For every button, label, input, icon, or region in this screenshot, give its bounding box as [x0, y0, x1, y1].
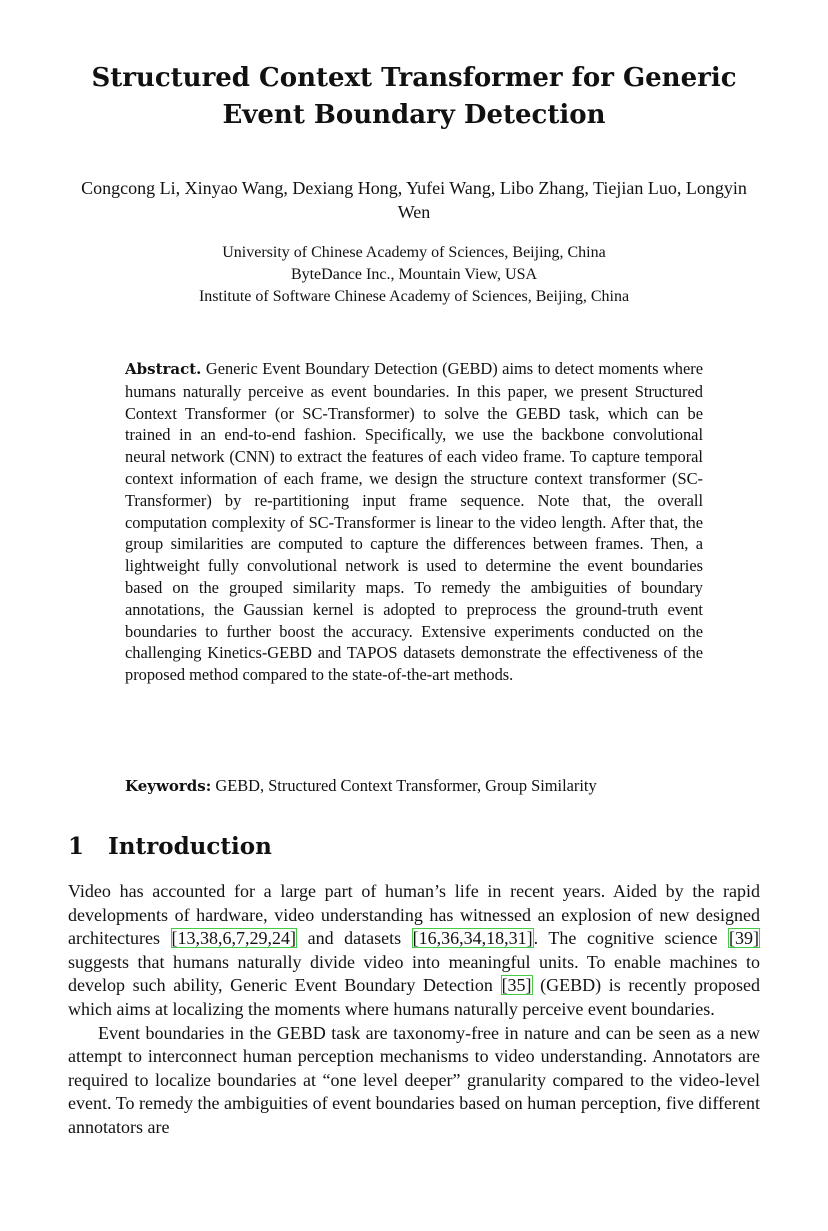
para1-text-1: Video has accounted for a large part of human’s life in recent years. Aided by the rapid developments of hardware, video understanding has witnessed an explosion of new designed architectures — [68, 881, 760, 949]
paper-title — [0, 60, 828, 134]
keywords-text: GEBD, Structured Context Transformer, Group Similarity — [215, 776, 597, 795]
paragraph-2: Event boundaries in the GEBD task are taxonomy-free in nature and can be seen as a new attempt to interconnect human perception mechanisms to video understanding. Annotators are required to localize boundaries at “one level deeper” granularity compared to the video-level event. To remedy the ambiguities of event boundaries based on human perception, five different annotators are — [68, 1022, 760, 1137]
keywords-label: Keywords: — [125, 777, 212, 795]
affiliation-1: University of Chinese Academy of Sciences, Beijing, China — [222, 244, 606, 261]
para1-text-2: and datasets — [297, 928, 412, 949]
author-list: Congcong Li, Xinyao Wang, Dexiang Hong, Yufei Wang, Libo Zhang, Tiejian Luo, Longyin Wen — [81, 178, 747, 222]
title-line-2: Event Boundary Detection — [222, 100, 606, 130]
abstract-label: Abstract. — [125, 360, 202, 378]
section-title: Introduction — [108, 833, 272, 860]
affiliation-2: ByteDance Inc., Mountain View, USA — [290, 266, 538, 283]
citation-link[interactable]: [13,38,6,7,29,24] — [171, 928, 297, 949]
section-heading — [68, 831, 272, 863]
citation-link[interactable]: [16,36,34,18,31] — [412, 928, 533, 949]
affiliations — [0, 242, 828, 308]
section-number: 1 — [68, 833, 85, 860]
citation-link[interactable]: [35] — [501, 975, 532, 996]
keywords — [125, 775, 725, 797]
para1-text-4: suggests that humans naturally divide video into meaningful units. To enable machines to develop such ability, Generic Event Boundary Detection — [68, 951, 760, 996]
abstract-text: Generic Event Boundary Detection (GEBD) aims to detect moments where humans naturally perceive as event boundaries. In this paper, we present Structured Context Transformer (or SC-Transformer) to solve the GEBD task, which can be trained in an end-to-end fashion. Specifically, we use the backbone convolutional neural network (CNN) to extract the features of each video frame. To capture temporal context information of each frame, we design the structure context transformer (SC-Transformer) by re-partitioning input frame sequence. Note that, the overall computation complexity of SC-Transformer is linear to the video length. After that, the group similarities are computed to capture the differences between frames. Then, a lightweight fully convolutional network is used to determine the event boundaries based on the grouped similarity maps. To remedy the ambiguities of boundary annotations, the Gaussian kernel is adopted to preprocess the ground-truth event boundaries to further boost the accuracy. Extensive experiments conducted on the challenging Kinetics-GEBD and TAPOS datasets demonstrate the effectiveness of the proposed method compared to the state-of-the-art methods. — [125, 359, 703, 685]
introduction-body — [68, 880, 760, 1140]
paragraph-1 — [68, 880, 760, 1022]
title-line-1: Structured Context Transformer for Generic — [91, 63, 737, 93]
citation-link[interactable]: [39] — [729, 928, 760, 949]
abstract — [125, 358, 703, 686]
para1-text-5: (GEBD) is recently proposed which aims at localizing the moments where humans naturally perceive event boundaries. — [68, 975, 760, 1019]
affiliation-3: Institute of Software Chinese Academy of Sciences, Beijing, China — [198, 288, 630, 305]
para1-text-3: . The cognitive science — [533, 928, 729, 949]
